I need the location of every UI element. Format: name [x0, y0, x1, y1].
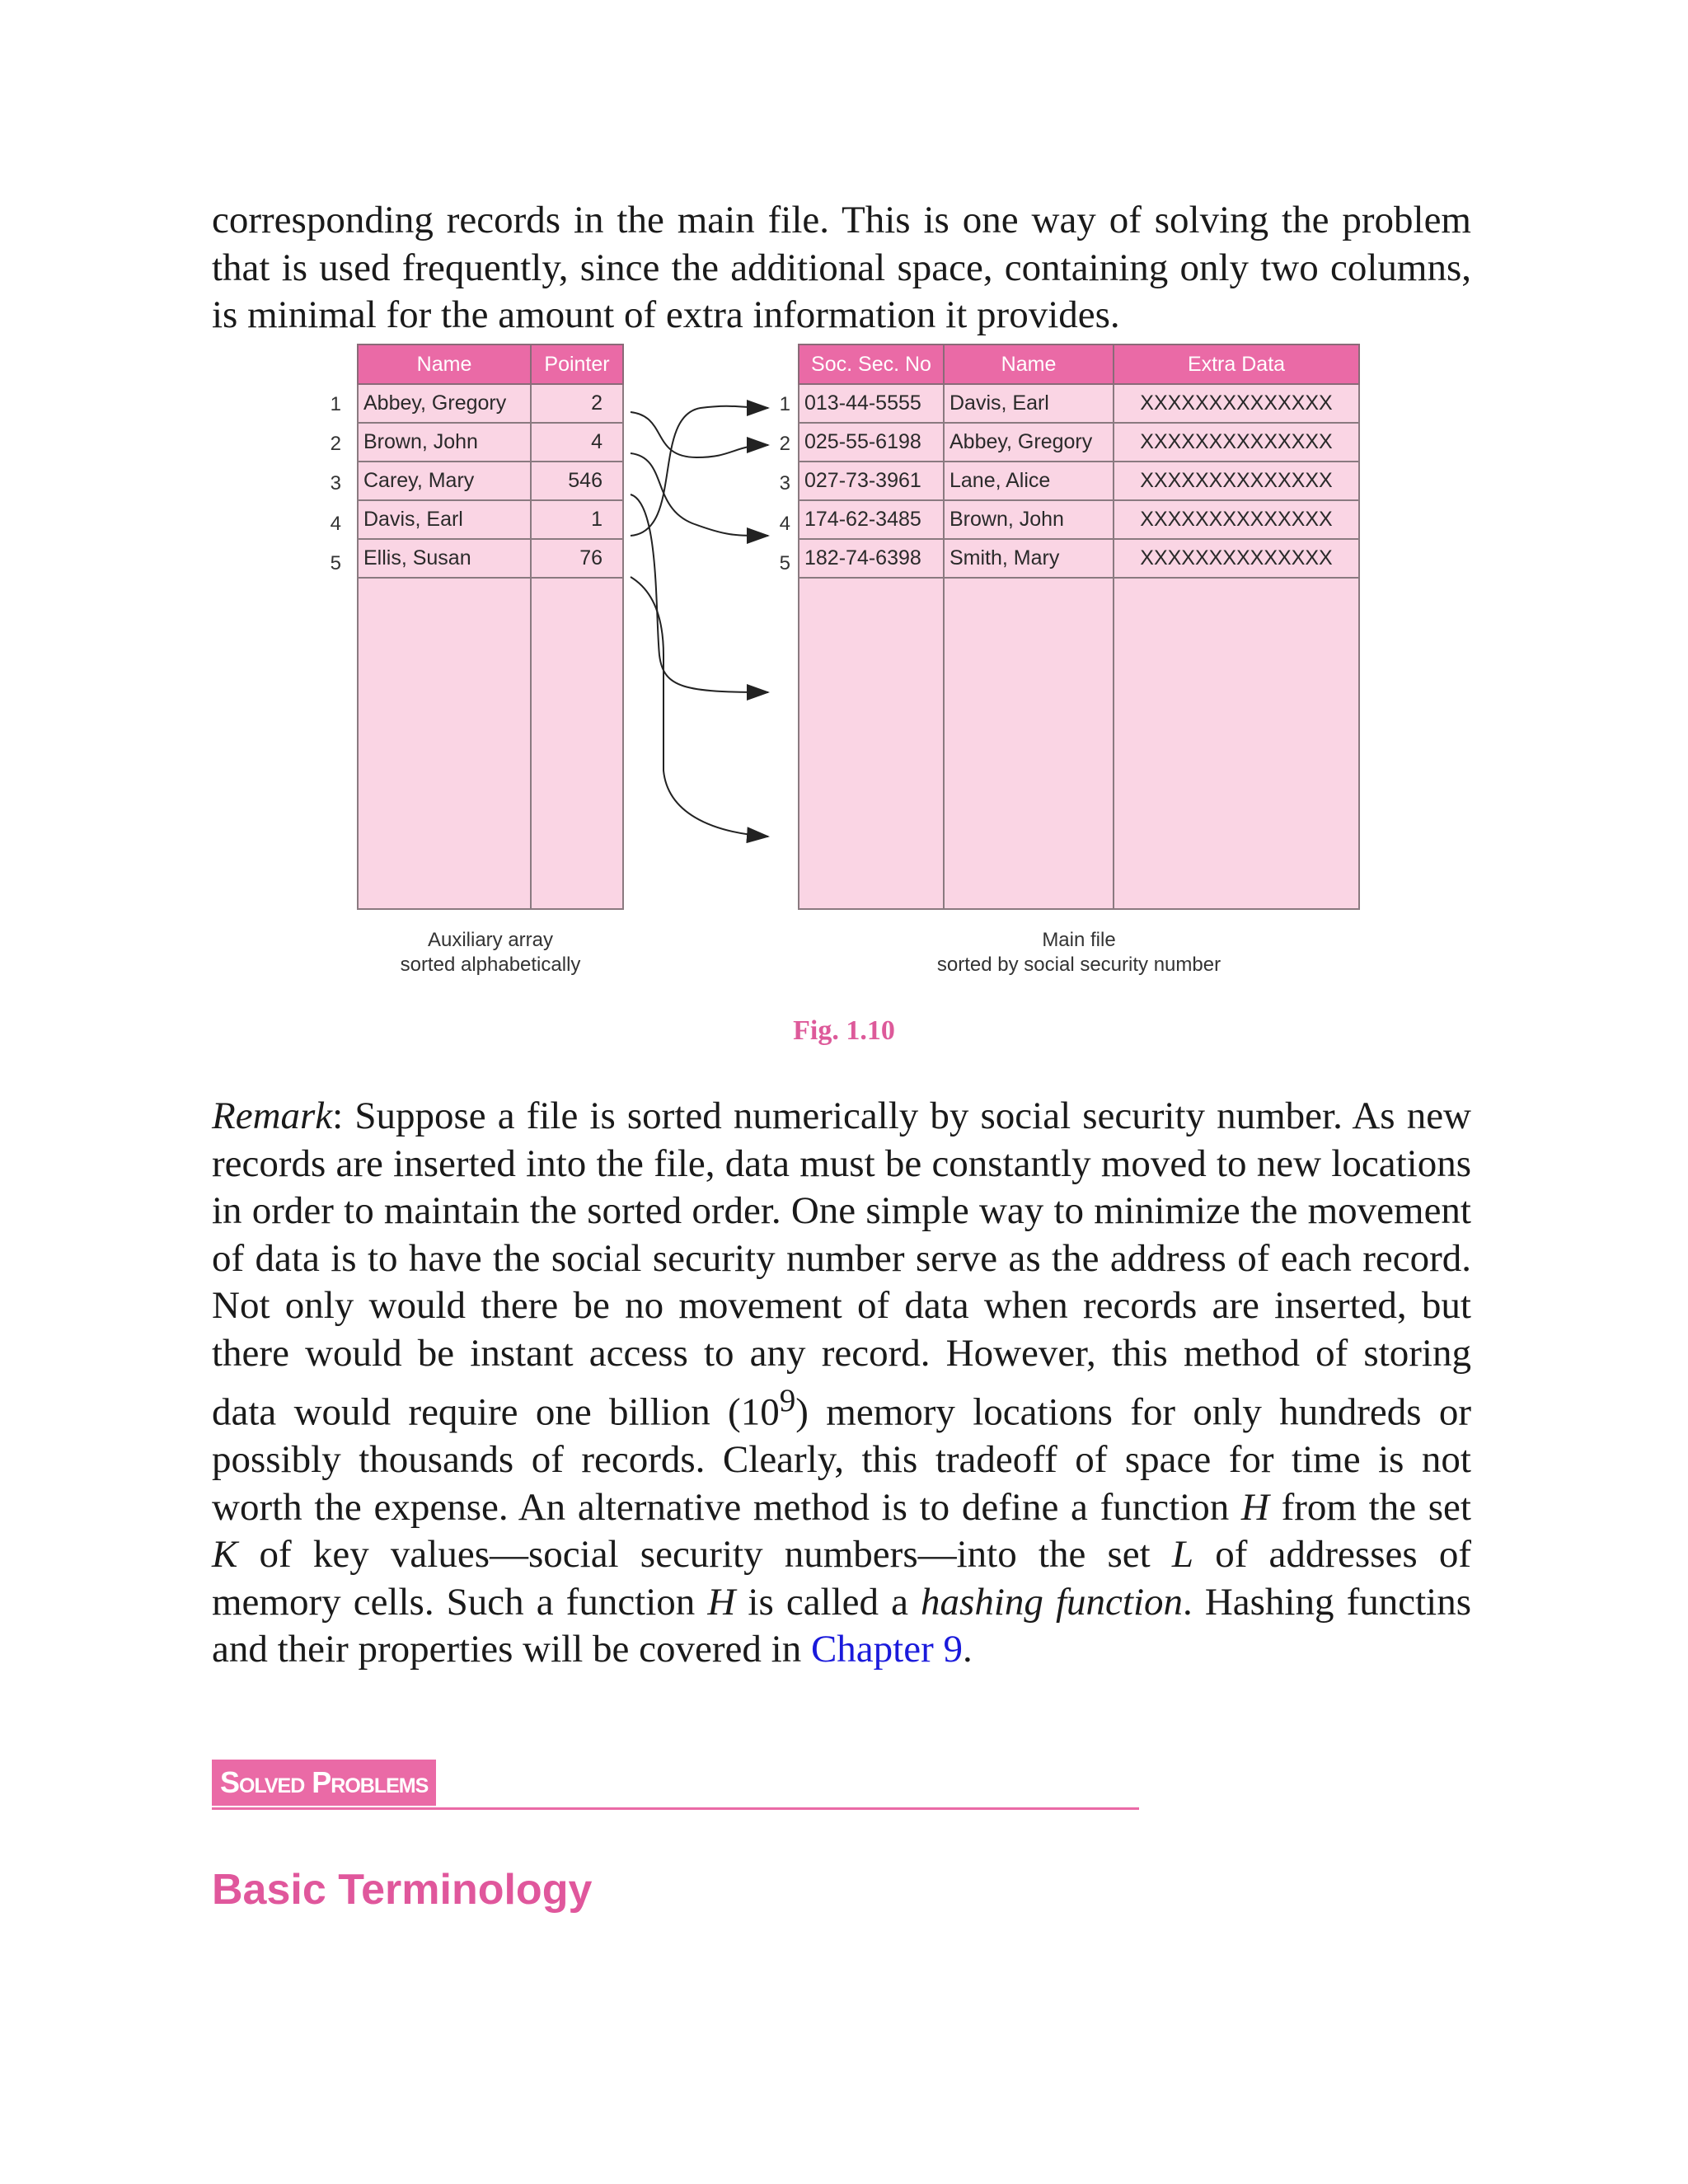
main-header-name: Name: [944, 344, 1114, 384]
figure-1-10: [321, 342, 1360, 985]
solved-problems-banner: Solved Problems: [212, 1760, 436, 1806]
aux-row-number: 3: [330, 472, 341, 494]
aux-row-number: 4: [330, 513, 341, 535]
aux-pointer-cell: 546: [531, 462, 623, 500]
main-header-extra: Extra Data: [1114, 344, 1359, 384]
main-name-cell: Smith, Mary: [944, 539, 1114, 578]
aux-caption-line2: sorted alphabetically: [400, 954, 581, 976]
main-extra-cell: XXXXXXXXXXXXXX: [1114, 384, 1359, 423]
remark-text: from the set: [1268, 1485, 1471, 1529]
aux-pointer-cell: 1: [531, 500, 623, 539]
main-caption: [798, 928, 1360, 977]
main-extra-cell: XXXXXXXXXXXXXX: [1114, 423, 1359, 462]
main-name-cell: Lane, Alice: [944, 462, 1114, 500]
aux-row-number: 2: [330, 433, 341, 455]
main-row-number: 2: [779, 433, 790, 455]
exponent: 9: [779, 1383, 796, 1418]
main-extra-cell: XXXXXXXXXXXXXX: [1114, 539, 1359, 578]
aux-pointer-cell: 2: [531, 384, 623, 423]
math-var: K: [212, 1533, 238, 1577]
aux-name-cell: Ellis, Susan: [358, 539, 531, 578]
aux-name-cell: Carey, Mary: [358, 462, 531, 500]
main-name-cell: Brown, John: [944, 500, 1114, 539]
remark-text: of addresses of memory cells. Such a function: [212, 1533, 1471, 1624]
aux-pointer-cell: 76: [531, 539, 623, 578]
aux-row-number: 1: [330, 393, 341, 415]
main-row-number: 3: [779, 472, 790, 494]
figure-label: Fig. 1.10: [793, 1015, 895, 1046]
main-header-ssn: Soc. Sec. No: [799, 344, 944, 384]
main-ssn-cell: 027-73-3961: [799, 462, 944, 500]
chapter-9-link[interactable]: Chapter 9: [810, 1628, 963, 1671]
math-var: H: [707, 1580, 736, 1624]
main-caption-line1: Main file: [1042, 929, 1116, 951]
aux-name-cell: Brown, John: [358, 423, 531, 462]
remark-text: . Hashing functins and their properties will be covered in: [212, 1580, 1471, 1671]
aux-caption: [357, 928, 624, 977]
remark-text: is called a: [735, 1580, 921, 1624]
aux-header-pointer: Pointer: [531, 344, 623, 384]
arrow-abbey: [631, 412, 768, 457]
section-heading: Basic Terminology: [212, 1866, 593, 1914]
arrow-ellis: [631, 577, 768, 837]
math-var: H: [1240, 1485, 1269, 1529]
aux-row-number: 5: [330, 552, 341, 574]
main-name-cell: Abbey, Gregory: [944, 423, 1114, 462]
main-extra-cell: XXXXXXXXXXXXXX: [1114, 500, 1359, 539]
arrow-davis: [631, 406, 768, 536]
main-ssn-cell: 182-74-6398: [799, 539, 944, 578]
main-caption-line2: sorted by social security number: [936, 954, 1221, 976]
main-row-number: 5: [779, 552, 790, 574]
pointer-arrows: [321, 342, 1360, 985]
main-row-number: 1: [779, 393, 790, 415]
main-ssn-cell: 174-62-3485: [799, 500, 944, 539]
aux-caption-line1: Auxiliary array: [427, 929, 554, 951]
aux-pointer-cell: 4: [531, 423, 623, 462]
term-emphasis: hashing function: [921, 1580, 1184, 1624]
aux-name-cell: Abbey, Gregory: [358, 384, 531, 423]
section-rule: [212, 1807, 1139, 1810]
remark-lead: Remark: [212, 1094, 333, 1137]
arrow-brown: [631, 453, 768, 536]
math-var: L: [1171, 1533, 1194, 1577]
remark-text: ) memory locations for only hundreds or possibly thousands of records. Clearly, this tradeoff of space for time is not worth the expense. An alternative method is to define a function: [212, 1390, 1472, 1529]
main-extra-cell: XXXXXXXXXXXXXX: [1114, 462, 1359, 500]
aux-name-cell: Davis, Earl: [358, 500, 531, 539]
remark-text: : Suppose a file is sorted numerically by social security number. As new records are inserted into the file, data must be constantly moved to new locations in order to maintain the sorted order. One simple way to minimize the movement of data is to have the social security number serve as the address of each record. Not only would there be no movement of data when records are inserted, but there would be instant access to any record. However, this method of storing data would require one billion (10: [212, 1094, 1471, 1434]
remark-paragraph: [212, 1093, 1471, 1674]
remark-text: of key values—social security numbers—into the set: [237, 1533, 1172, 1577]
main-ssn-cell: 025-55-6198: [799, 423, 944, 462]
main-row-number: 4: [779, 513, 790, 535]
main-ssn-cell: 013-44-5555: [799, 384, 944, 423]
main-name-cell: Davis, Earl: [944, 384, 1114, 423]
aux-header-name: Name: [358, 344, 531, 384]
remark-text: .: [962, 1628, 973, 1671]
intro-paragraph: corresponding records in the main file. This is one way of solving the problem that is used frequently, since the additional space, containing only two columns, is minimal for the amount of extra information it provides.: [212, 199, 1471, 336]
